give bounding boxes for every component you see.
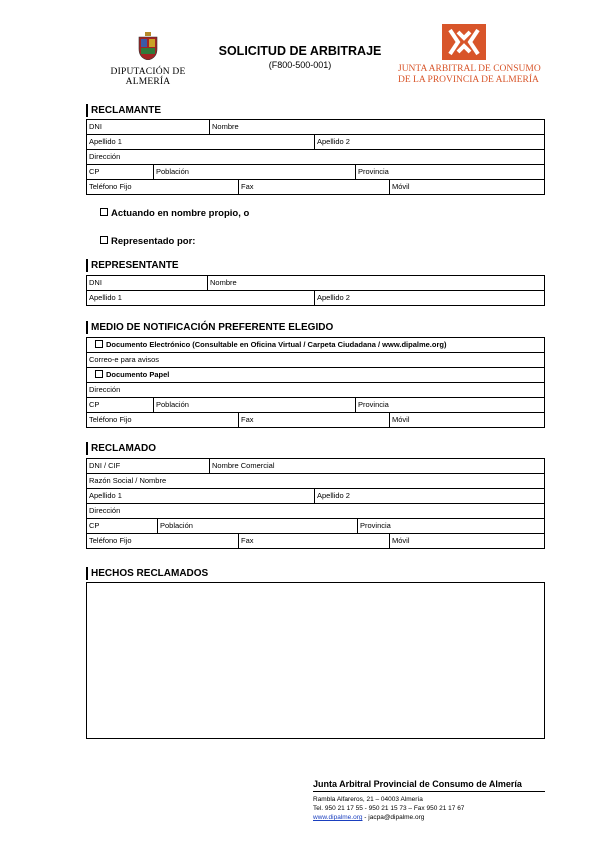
table-row (87, 150, 544, 165)
hechos-textarea[interactable] (86, 582, 545, 739)
movil-field[interactable]: Móvil (389, 534, 544, 548)
table-row (87, 135, 544, 150)
fax-field[interactable]: Fax (238, 534, 389, 548)
option-documento-electronico[interactable] (87, 338, 544, 352)
provincia-field[interactable]: Provincia (357, 519, 544, 533)
table-row (87, 338, 544, 353)
poblacion-field[interactable]: Población (157, 519, 357, 533)
footer (313, 779, 545, 822)
reclamado-table (86, 458, 545, 549)
table-row (87, 276, 544, 291)
table-row (87, 413, 544, 428)
provincia-field[interactable]: Provincia (355, 165, 544, 179)
checkbox-icon[interactable] (100, 208, 108, 216)
option-documento-papel[interactable] (87, 368, 544, 382)
provincia-field[interactable]: Provincia (355, 398, 544, 412)
documento-papel-label: Documento Papel (106, 370, 170, 379)
junta-logo-line1: JUNTA ARBITRAL DE CONSUMO (398, 64, 541, 74)
junta-logo-line2: DE LA PROVINCIA DE ALMERÍA (398, 75, 539, 85)
cp-field[interactable]: CP (89, 400, 100, 409)
option-nombre-propio-label: Actuando en nombre propio, o (111, 208, 250, 219)
section-hechos-heading: HECHOS RECLAMADOS (86, 567, 549, 580)
junta-arbitral-logo (398, 24, 548, 86)
nombre-field[interactable]: Nombre (207, 276, 544, 290)
checkbox-icon[interactable] (95, 340, 103, 348)
direccion-field[interactable]: Dirección (89, 152, 121, 161)
nombre-comercial-field[interactable]: Nombre Comercial (209, 459, 544, 473)
table-row (87, 165, 544, 180)
table-row (87, 489, 544, 504)
table-row (87, 474, 544, 489)
section-notificacion-heading: MEDIO DE NOTIFICACIÓN PREFERENTE ELEGIDO (86, 321, 549, 334)
option-nombre-propio[interactable] (100, 208, 249, 219)
razon-social-field[interactable]: Razón Social / Nombre (89, 476, 167, 485)
form-code: (F800-500-001) (268, 60, 332, 70)
table-row (87, 353, 544, 368)
table-row (87, 398, 544, 413)
checkbox-icon[interactable] (100, 236, 108, 244)
table-row (87, 120, 544, 135)
apellido2-field[interactable]: Apellido 2 (314, 291, 544, 305)
movil-field[interactable]: Móvil (389, 180, 544, 194)
diputacion-logo (88, 32, 208, 87)
nombre-field[interactable]: Nombre (209, 120, 544, 134)
notificacion-table (86, 337, 545, 428)
junta-arbitral-emblem-icon (442, 24, 486, 60)
telefono-field[interactable]: Teléfono Fijo (89, 536, 132, 545)
option-representado[interactable] (100, 236, 195, 247)
apellido1-field[interactable]: Apellido 1 (89, 137, 122, 146)
footer-phones: Tel. 950 21 17 55 - 950 21 15 73 – Fax 950 21 17 67 (313, 805, 465, 812)
table-row (87, 383, 544, 398)
telefono-field[interactable]: Teléfono Fijo (89, 415, 132, 424)
direccion-field[interactable]: Dirección (89, 385, 121, 394)
apellido2-field[interactable]: Apellido 2 (314, 489, 544, 503)
movil-field[interactable]: Móvil (389, 413, 544, 427)
poblacion-field[interactable]: Población (153, 398, 355, 412)
coat-of-arms-icon (137, 32, 159, 60)
representante-table (86, 275, 545, 306)
table-row (87, 504, 544, 519)
page-title: SOLICITUD DE ARBITRAJE (218, 44, 382, 58)
footer-email: - jacpa@dipalme.org (362, 814, 425, 821)
apellido1-field[interactable]: Apellido 1 (89, 491, 122, 500)
reclamante-table (86, 119, 545, 195)
footer-web-link[interactable]: www.dipalme.org (313, 814, 363, 821)
cp-field[interactable]: CP (89, 167, 100, 176)
table-row (87, 459, 544, 474)
table-row (87, 368, 544, 383)
dni-field[interactable]: DNI (89, 278, 102, 287)
table-row (87, 534, 544, 549)
direccion-field[interactable]: Dirección (89, 506, 121, 515)
checkbox-icon[interactable] (95, 370, 103, 378)
correo-field[interactable]: Correo-e para avisos (89, 355, 160, 364)
table-row (87, 519, 544, 534)
apellido1-field[interactable]: Apellido 1 (89, 293, 122, 302)
fax-field[interactable]: Fax (238, 413, 389, 427)
dni-field[interactable]: DNI (89, 122, 102, 131)
table-row (87, 291, 544, 306)
telefono-field[interactable]: Teléfono Fijo (89, 182, 132, 191)
section-reclamante-heading: RECLAMANTE (86, 104, 549, 117)
apellido2-field[interactable]: Apellido 2 (314, 135, 544, 149)
documento-electronico-label: Documento Electrónico (Consultable en Oficina Virtual / Carpeta Ciudadana / www.dipalme.org) (106, 340, 447, 349)
option-representado-label: Representado por: (111, 236, 196, 247)
fax-field[interactable]: Fax (238, 180, 389, 194)
footer-address: Rambla Alfareros, 21 – 04003 Almería (313, 796, 423, 803)
dni-cif-field[interactable]: DNI / CIF (89, 461, 121, 470)
poblacion-field[interactable]: Población (153, 165, 355, 179)
diputacion-logo-text: DIPUTACIÓN DE ALMERÍA (110, 67, 186, 87)
footer-title: Junta Arbitral Provincial de Consumo de Almería (313, 779, 545, 792)
cp-field[interactable]: CP (89, 521, 100, 530)
table-row (87, 180, 544, 195)
section-reclamado-heading: RECLAMADO (86, 442, 549, 455)
section-representante-heading: REPRESENTANTE (86, 259, 549, 272)
